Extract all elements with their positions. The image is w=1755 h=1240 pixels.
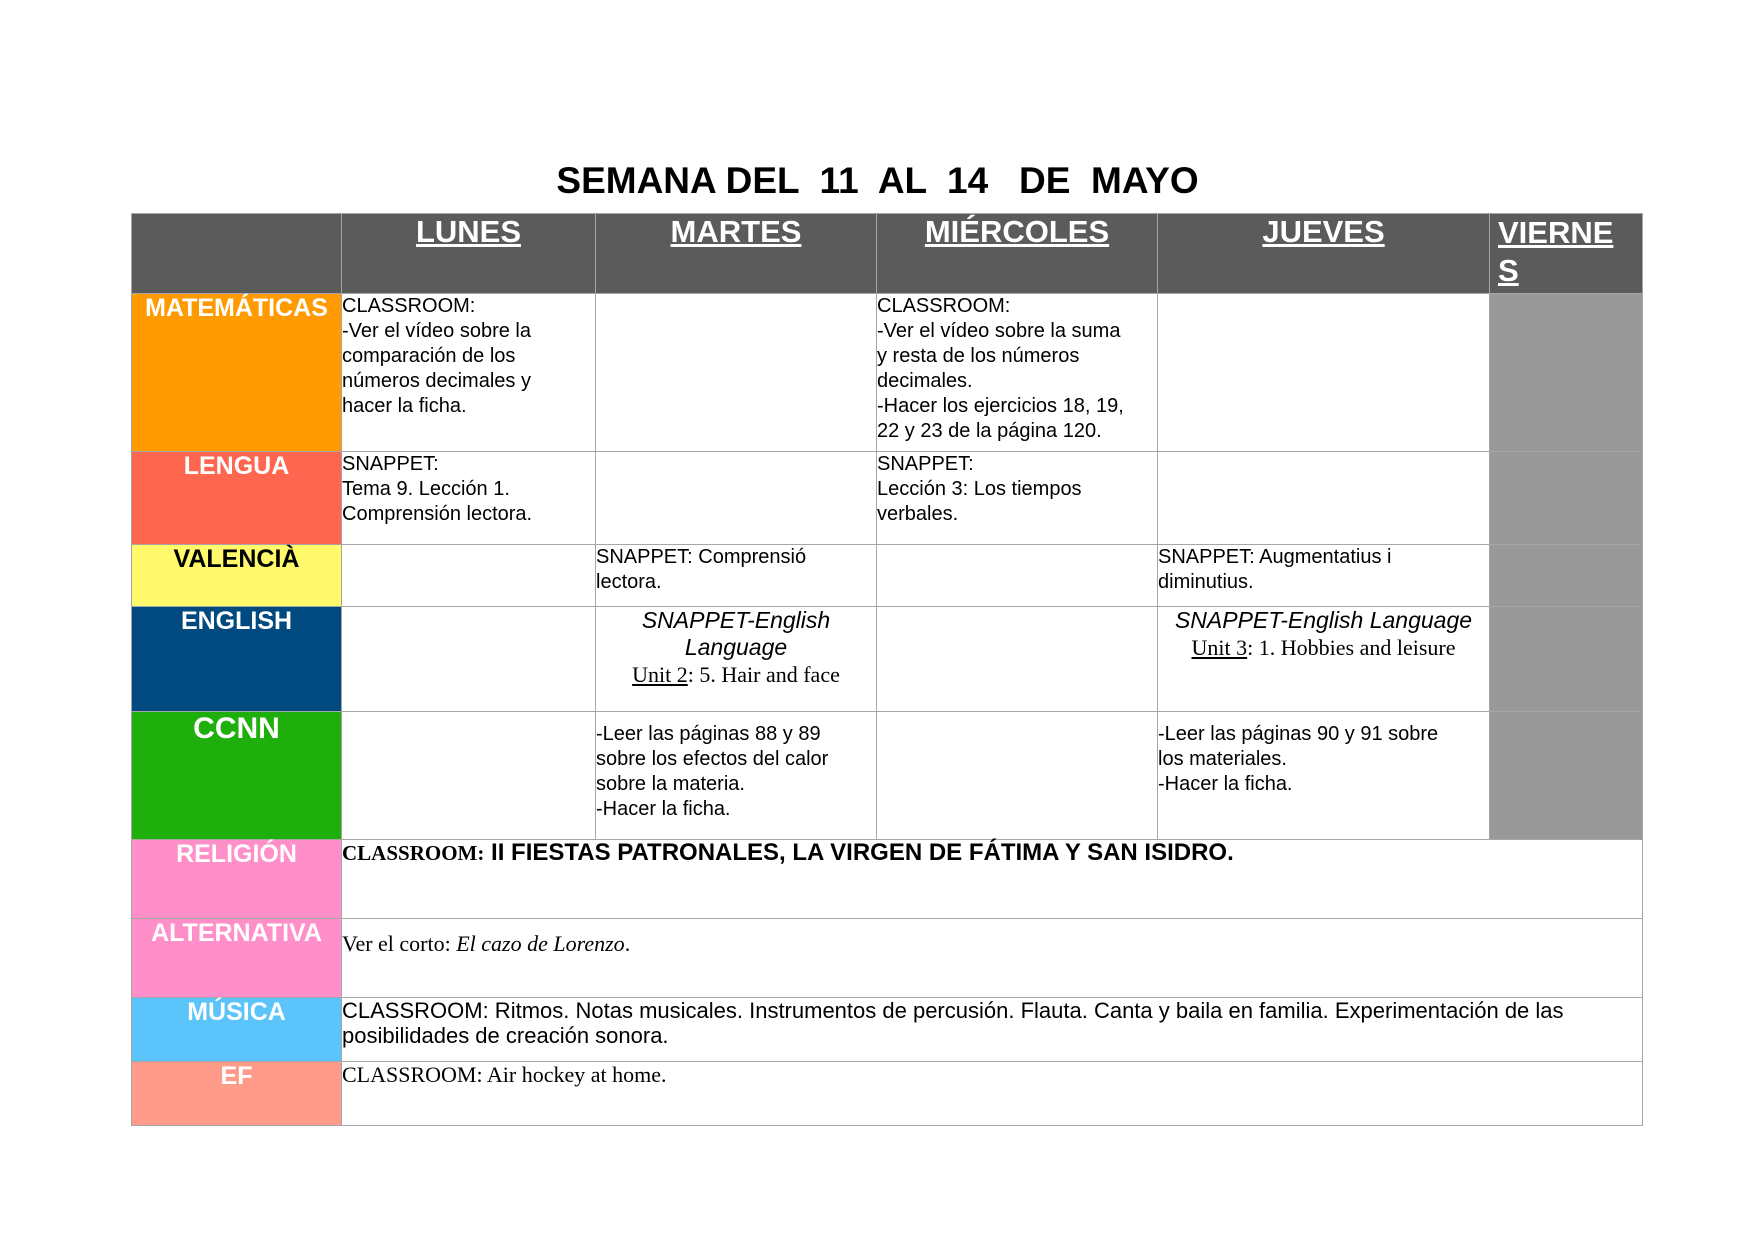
subject-musica: MÚSICA [132, 998, 342, 1062]
text-line: lectora. [596, 571, 662, 593]
row-english [132, 607, 1643, 712]
cell-musica [342, 998, 1643, 1062]
day-header-miercoles: MIÉRCOLES [877, 214, 1158, 294]
text-line: SNAPPET: [877, 453, 974, 475]
cell-ccnn-miercoles [877, 712, 1158, 840]
text-line: -Leer las páginas 88 y 89 [596, 723, 821, 745]
classroom-label: CLASSROOM: [342, 841, 485, 865]
subject-alternativa: ALTERNATIVA [132, 919, 342, 998]
text-line: verbales. [877, 503, 959, 525]
cell-eng-lunes [342, 607, 596, 712]
row-religion [132, 840, 1643, 919]
text-line: -Ver el vídeo sobre la suma [877, 320, 1121, 342]
unit-label: Unit 2 [632, 662, 688, 687]
row-lengua [132, 452, 1643, 545]
page-title: SEMANA DEL 11 AL 14 DE MAYO [556, 160, 1199, 201]
viernes-label: VIERNE S [1498, 215, 1614, 288]
text-line: SNAPPET-English Language [1174, 607, 1473, 633]
text-line: sobre la materia. [596, 773, 745, 795]
text-line: -Hacer los ejercicios 18, 19, [877, 395, 1124, 417]
row-alternativa [132, 919, 1643, 998]
cell-religion [342, 840, 1643, 919]
cell-val-martes [596, 545, 877, 607]
text-line: . [624, 931, 631, 956]
text-line: los materiales. [1158, 748, 1287, 770]
text-line: sobre los efectos del calor [596, 748, 829, 770]
cell-len-jueves [1158, 452, 1490, 545]
text-line: : 5. Hair and face [687, 662, 840, 687]
cell-val-jueves [1158, 545, 1490, 607]
text-line: CLASSROOM: [342, 295, 476, 317]
subject-matematicas: MATEMÁTICAS [132, 294, 342, 452]
text-line: Tema 9. Lección 1. [342, 478, 510, 500]
day-header-viernes [1490, 214, 1643, 294]
cell-mat-miercoles [877, 294, 1158, 452]
text-line: -Leer las páginas 90 y 91 sobre [1158, 723, 1439, 745]
cell-mat-jueves [1158, 294, 1490, 452]
cell-len-viernes [1490, 452, 1643, 545]
subject-english: ENGLISH [132, 607, 342, 712]
cell-mat-martes [596, 294, 877, 452]
cell-val-lunes [342, 545, 596, 607]
cell-eng-jueves [1158, 607, 1490, 712]
text-line: Language [684, 634, 788, 660]
row-valencia [132, 545, 1643, 607]
text-line: diminutius. [1158, 571, 1254, 593]
cell-len-miercoles [877, 452, 1158, 545]
text-line: CLASSROOM: [877, 295, 1011, 317]
text-line: SNAPPET: [342, 453, 439, 475]
text-line: SNAPPET: Augmentatius i [1158, 546, 1392, 568]
cell-len-martes [596, 452, 877, 545]
row-matematicas [132, 294, 1643, 452]
cell-len-lunes [342, 452, 596, 545]
cell-eng-viernes [1490, 607, 1643, 712]
text-line: decimales. [877, 370, 973, 392]
text-line: hacer la ficha. [342, 395, 467, 417]
subject-religion: RELIGIÓN [132, 840, 342, 919]
cell-eng-miercoles [877, 607, 1158, 712]
subject-lengua: LENGUA [132, 452, 342, 545]
text-line: -Hacer la ficha. [1158, 773, 1293, 795]
musica-text: CLASSROOM: Ritmos. Notas musicales. Instrumentos de percusión. Flauta. Canta y baila en familia. Experimentación de las posibilidades de creación sonora. [342, 998, 1564, 1048]
cell-eng-martes [596, 607, 877, 712]
cell-alternativa [342, 919, 1643, 998]
day-header-jueves: JUEVES [1158, 214, 1490, 294]
religion-text: II FIESTAS PATRONALES, LA VIRGEN DE FÁTIMA Y SAN ISIDRO. [484, 839, 1234, 866]
row-ef [132, 1062, 1643, 1126]
row-musica [132, 998, 1643, 1062]
day-header-martes: MARTES [596, 214, 877, 294]
text-line: -Hacer la ficha. [596, 798, 731, 820]
text-line: SNAPPET: Comprensió [596, 546, 807, 568]
cell-mat-lunes [342, 294, 596, 452]
text-line: números decimales y [342, 370, 531, 392]
day-header-lunes: LUNES [342, 214, 596, 294]
text-line: Lección 3: Los tiempos [877, 478, 1082, 500]
text-line: y resta de los números [877, 345, 1080, 367]
ef-text: CLASSROOM: Air hockey at home. [342, 1062, 667, 1087]
cell-ccnn-jueves [1158, 712, 1490, 840]
cell-ccnn-martes [596, 712, 877, 840]
subject-ef: EF [132, 1062, 342, 1126]
subject-ccnn: CCNN [132, 712, 342, 840]
schedule-table [131, 213, 1643, 1126]
video-title: El cazo de Lorenzo [456, 931, 625, 956]
cell-val-viernes [1490, 545, 1643, 607]
cell-ccnn-viernes [1490, 712, 1643, 840]
cell-ef [342, 1062, 1643, 1126]
cell-val-miercoles [877, 545, 1158, 607]
text-line: -Ver el vídeo sobre la [342, 320, 531, 342]
text-line: SNAPPET-English [641, 607, 831, 633]
text-line: Ver el corto: [342, 931, 457, 956]
header-row [132, 214, 1643, 294]
unit-label: Unit 3 [1191, 635, 1248, 660]
text-line: Comprensión lectora. [342, 503, 533, 525]
cell-ccnn-lunes [342, 712, 596, 840]
subject-valencia: VALENCIÀ [132, 545, 342, 607]
text-line: comparación de los [342, 345, 516, 367]
text-line: : 1. Hobbies and leisure [1247, 635, 1456, 660]
row-ccnn [132, 712, 1643, 840]
cell-mat-viernes [1490, 294, 1643, 452]
text-line: 22 y 23 de la página 120. [877, 420, 1102, 442]
corner-cell [132, 214, 342, 294]
